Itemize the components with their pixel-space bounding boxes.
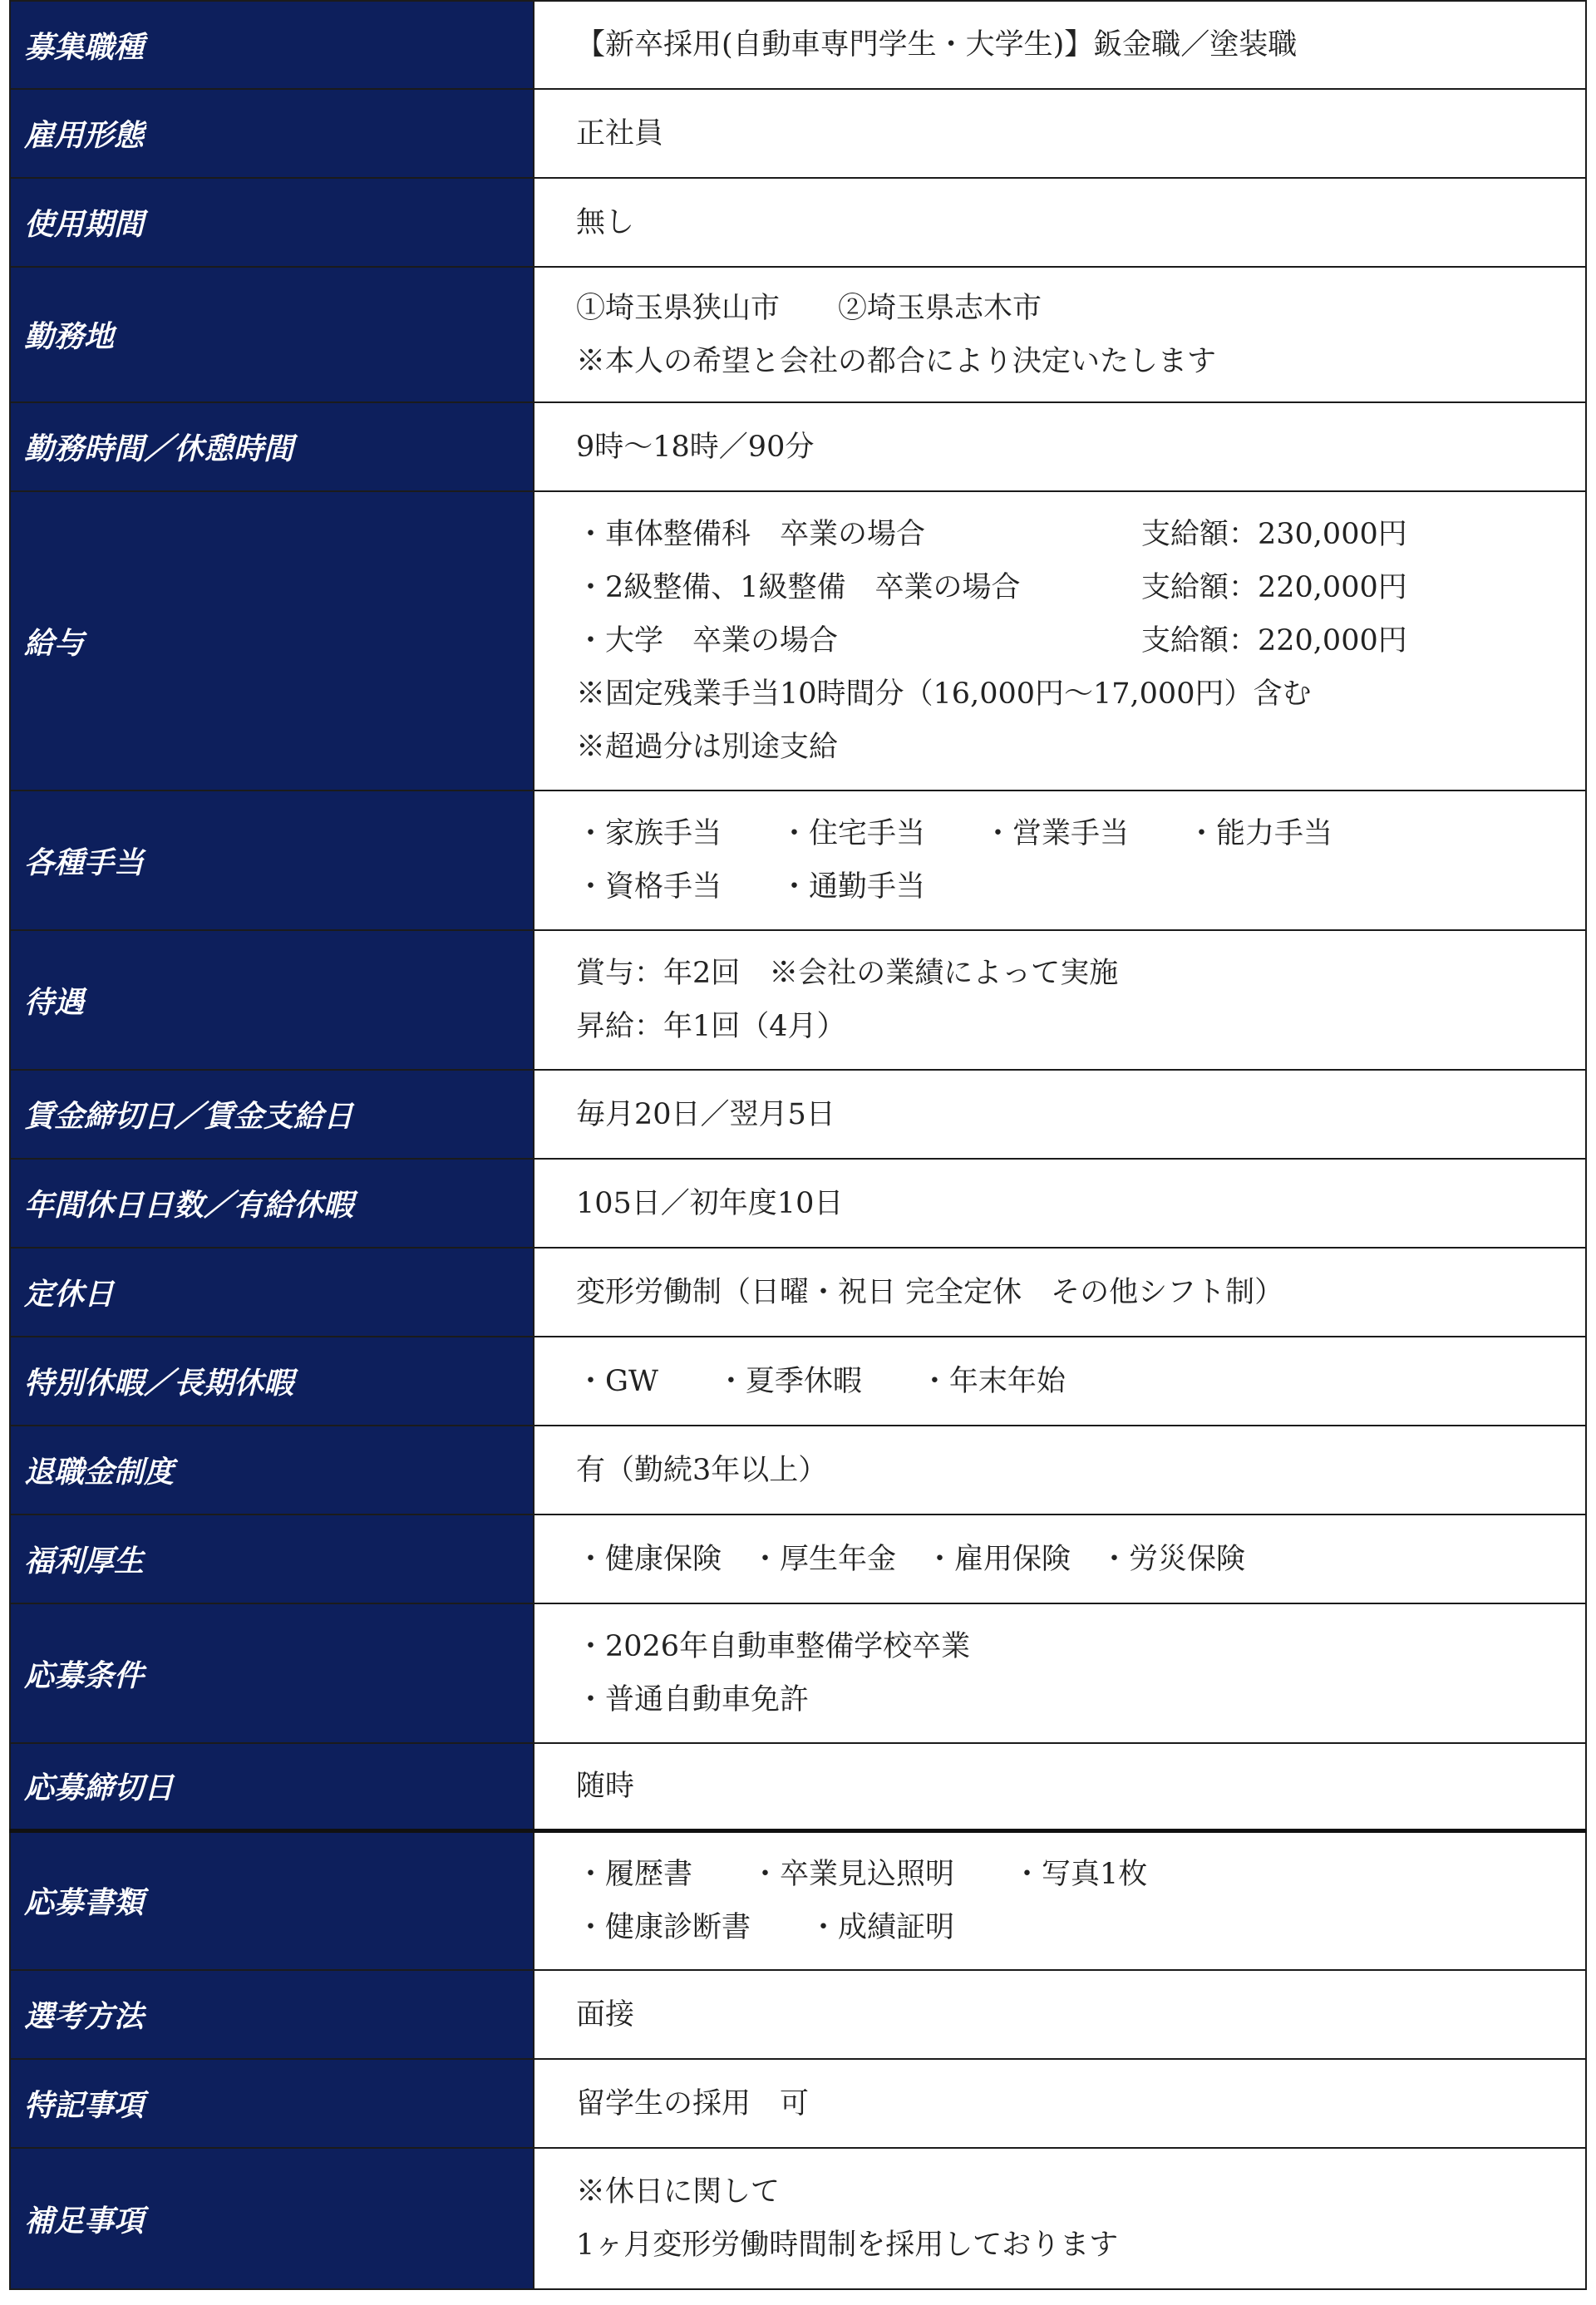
value-line: ※本人の希望と会社の都合により決定いたします <box>576 344 1217 378</box>
row-label: 勤務地 <box>10 267 534 402</box>
salary-line <box>576 561 1585 614</box>
row-label: 雇用形態 <box>10 89 534 178</box>
value-line: ・履歴書 ・卒業見込照明 ・写真1枚 <box>576 1857 1148 1891</box>
salary-note: ※超過分は別途支給 <box>576 731 839 764</box>
row-label: 補足事項 <box>10 2148 534 2289</box>
table-row <box>10 1248 1586 1337</box>
salary-amount: 支給額：220,000円 <box>1141 624 1407 658</box>
value-line: 有（勤続3年以上） <box>576 1453 828 1487</box>
recruitment-table <box>9 0 1587 2290</box>
salary-course: ・大学 卒業の場合 <box>576 624 839 658</box>
table-row <box>10 1 1586 89</box>
salary-amount: 支給額：220,000円 <box>1141 571 1407 604</box>
row-value <box>534 1743 1586 1830</box>
row-value <box>534 178 1586 267</box>
value-line: ・2026年自動車整備学校卒業 <box>576 1630 971 1663</box>
row-label: 定休日 <box>10 1248 534 1337</box>
table-row <box>10 1337 1586 1426</box>
row-value <box>534 1 1586 89</box>
salary-amount: 支給額：230,000円 <box>1141 518 1407 551</box>
table-row <box>10 790 1586 930</box>
salary-course: ・2級整備、1級整備 卒業の場合 <box>576 571 1021 604</box>
row-label: 応募条件 <box>10 1603 534 1743</box>
salary-line <box>576 614 1585 667</box>
row-value <box>534 1970 1586 2059</box>
row-value <box>534 89 1586 178</box>
salary-course: ・車体整備科 卒業の場合 <box>576 518 926 551</box>
row-value <box>534 1337 1586 1426</box>
row-label: 特記事項 <box>10 2059 534 2148</box>
row-label: 選考方法 <box>10 1970 534 2059</box>
row-value <box>534 1159 1586 1248</box>
value-line: 賞与：年2回 ※会社の業績によって実施 <box>576 957 1119 990</box>
row-value <box>534 491 1586 790</box>
salary-note: ※固定残業手当10時間分（16,000円～17,000円）含む <box>576 677 1312 711</box>
row-value <box>534 790 1586 930</box>
row-label: 特別休暇／長期休暇 <box>10 1337 534 1426</box>
value-line: ※休日に関して <box>576 2175 781 2209</box>
row-label: 待遇 <box>10 930 534 1070</box>
row-value <box>534 2148 1586 2289</box>
row-value <box>534 2059 1586 2148</box>
table-row <box>10 1603 1586 1743</box>
value-line: 変形労働制（日曜・祝日 完全定休 その他シフト制） <box>576 1275 1284 1309</box>
row-label: 賃金締切日／賃金支給日 <box>10 1070 534 1159</box>
row-label: 応募書類 <box>10 1830 534 1970</box>
value-line: 毎月20日／翌月5日 <box>576 1097 835 1131</box>
value-line: ・資格手当 ・通勤手当 <box>576 870 926 904</box>
row-value <box>534 1426 1586 1515</box>
row-value <box>534 1248 1586 1337</box>
value-line: 面接 <box>576 1997 635 2032</box>
table-row <box>10 1070 1586 1159</box>
row-value <box>534 1603 1586 1743</box>
table-row <box>10 267 1586 402</box>
value-line: 随時 <box>576 1769 635 1803</box>
table-row <box>10 1159 1586 1248</box>
table-row <box>10 1426 1586 1515</box>
value-line: ・健康保険 ・厚生年金 ・雇用保険 ・労災保険 <box>576 1542 1246 1576</box>
value-line: 【新卒採用(自動車専門学生・大学生)】鈑金職／塗装職 <box>576 28 1298 62</box>
value-line: 正社員 <box>576 116 664 150</box>
row-label: 勤務時間／休憩時間 <box>10 402 534 491</box>
row-value <box>534 1070 1586 1159</box>
row-value <box>534 1830 1586 1970</box>
row-label: 年間休日日数／有給休暇 <box>10 1159 534 1248</box>
row-label: 退職金制度 <box>10 1426 534 1515</box>
table-row <box>10 178 1586 267</box>
value-line: ・家族手当 ・住宅手当 ・営業手当 ・能力手当 <box>576 817 1333 850</box>
row-value <box>534 930 1586 1070</box>
value-line: 105日／初年度10日 <box>576 1186 844 1220</box>
value-line: ・健康診断書 ・成績証明 <box>576 1910 955 1944</box>
table-row <box>10 930 1586 1070</box>
row-value <box>534 402 1586 491</box>
row-label: 給与 <box>10 491 534 790</box>
salary-line <box>576 508 1585 561</box>
value-line: 9時～18時／90分 <box>576 430 815 464</box>
table-row <box>10 1830 1586 1970</box>
row-label: 各種手当 <box>10 790 534 930</box>
value-line: 1ヶ月変形労働時間制を採用しております <box>576 2229 1119 2262</box>
row-label: 福利厚生 <box>10 1515 534 1603</box>
value-line: 昇給：年1回（4月） <box>576 1010 846 1043</box>
value-line: ・普通自動車免許 <box>576 1683 810 1716</box>
row-label: 使用期間 <box>10 178 534 267</box>
table-row <box>10 2148 1586 2289</box>
row-label: 募集職種 <box>10 1 534 89</box>
table-row <box>10 491 1586 790</box>
table-row <box>10 1970 1586 2059</box>
row-value <box>534 267 1586 402</box>
table-row <box>10 1515 1586 1603</box>
value-line: ・GW ・夏季休暇 ・年末年始 <box>576 1364 1066 1398</box>
value-line: 留学生の採用 可 <box>576 2086 810 2120</box>
table-row <box>10 2059 1586 2148</box>
table-row <box>10 89 1586 178</box>
value-line: 無し <box>576 205 635 239</box>
table-row <box>10 1743 1586 1830</box>
value-line: ①埼玉県狭山市 ②埼玉県志木市 <box>576 291 1042 325</box>
row-value <box>534 1515 1586 1603</box>
row-label: 応募締切日 <box>10 1743 534 1830</box>
table-row <box>10 402 1586 491</box>
